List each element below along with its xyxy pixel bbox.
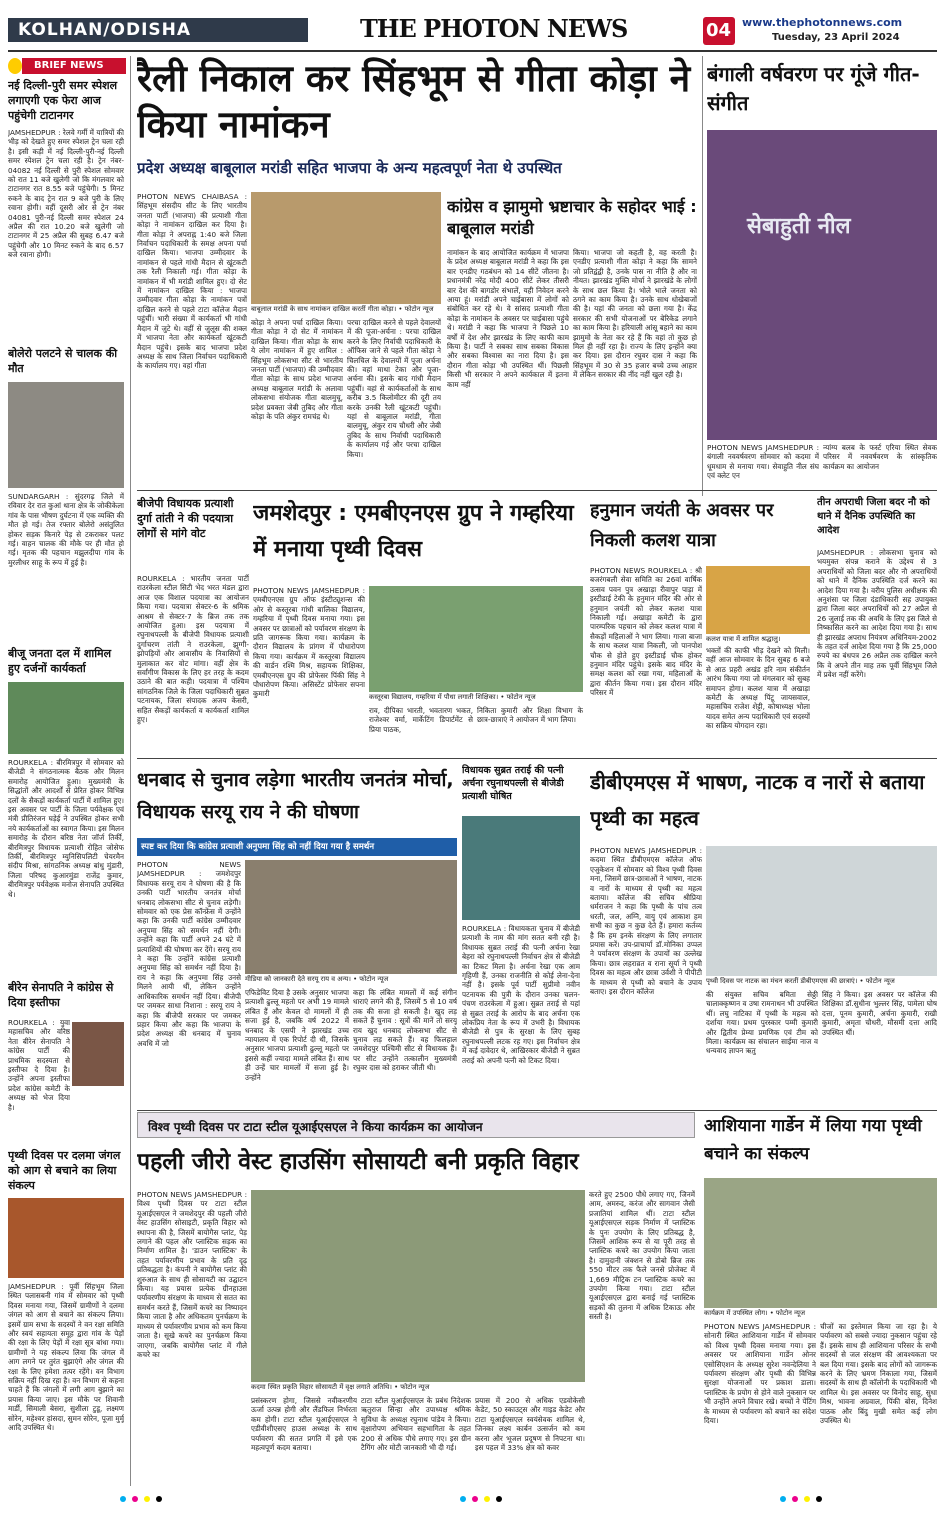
congress-col-2: किया। भाजपा जो कहती है, वह करती है। एनडीए प्रत्याशी गीता कोड़ा ने कहा कि सामने जो प्रतिद्वंद्वी है, उनके पास ना नीति है और ना नीयत। झारखंड मुक्ति मोर्चा ने झारखंडे के लोगों के साथ छल किया है। भोले भाले जनता को ठगने का काम किया है। उनके साथ धोखेबाजों की है। यहां की जनता को छला गया है। केंद्र सरकार की सभी योजनाओं पर बेरिकेड लगाने का काम किया है। हरियाली आंसू बहाने का काम झामुमो के नेता कर रहे हैं कि वहां तो कुछ हो मिल ही नहीं रहा है। राज्य के लिए इन्होंने क्या कर दिया। इस दौरान रघुवर दास ने कहा कि सिंहभूम में 30 से 35 हजार बच्चे उच्च आहार में लेकिन सरकार की नींद नहीं खुल रही है। [573,248,697,380]
row-rule-3 [137,1110,937,1111]
dbms-col-3: सिंह ने किया। इस अवसर पर कॉलेज की शिक्षिका डॉ.सुधीना भुल्लर सिंह, पामेला घोष दत्ता, पूनम कुमारी, अर्चना कुमारी, राखी कुमारी, अमृता चौधरी, मौसमी दत्ता आदि उपस्थित थीं। [822,990,937,1037]
lead-headline: रैली निकाल कर सिंहभूम से गीता कोड़ा ने किया नामांकन [137,57,691,146]
row-rule-1 [137,490,937,491]
bengali-col-1: PHOTON NEWS JAMSHEDPUR : बंगाली नववर्षवरण सोमवार को कदमा में धूमधाम से मनाया गया। सेवाहुति नील संघ एवं क्लेट एन [707,443,819,481]
masthead-rule [8,50,937,52]
mba-col-2: राव, दीपिका भारती, भवतारण भकत, राजेश्वर वर्मा, मार्केटिंग डिपार्टमेंट से प्रिया पाठक, [369,706,473,734]
brief-column [8,56,126,1484]
lead-photo-caption: बाबूलाल मरांडी के साथ नामांकन दाखिल करतीं गीता कोड़ा। • फोटोन न्यूज [251,305,434,313]
tata-headline: पहली जीरो वेस्ट हाउसिंग सोसायटी बनी प्रकृति विहार [137,1149,579,1175]
three-body: JAMSHEDPUR : लोकसभा चुनाव को भयमुक्त संपन्न कराने के उद्देश्य से 3 अपराधियों को जिला बदर और नौ अपराधियों को थाने में दैनिक उपस्थिति दर्ज करने का आदेश दिया गया है। वरीय पुलिस अधीक्षक की अनुशंसा पर जिला दंडाधिकारी सह उपायुक्त द्वारा जिला बदर अपराधियों को 27 अप्रैल से 26 जुलाई तक की अवधि के लिए इस जिले से निष्कासित करने का आदेश दिया गया है। साथ ही झारखंड अपराध नियंत्रण अधिनियम-2002 के तहत दर्ज आदेश दिया गया है कि 25,000 रुपये का बंधपत्र 26 अप्रैल तक दाखिल करने कि वे अपने तीन माह तक पूर्वी सिंहभूम जिले में प्रवेश नहीं करेंगे। [817,548,937,680]
hanuman-photo [706,566,810,634]
col-divider-right [702,56,703,496]
row-rule-2 [137,758,937,759]
dbms-headline: डीबीएमएस में भाषण, नाटक व नारों से बताया पृथ्वी का महत्व [590,770,925,830]
brief-label: BRIEF NEWS [34,60,104,71]
ashiana-photo [704,1178,937,1308]
tata-photo [251,1190,585,1382]
tata-col-5: करते हुए 2500 पौधे लगाए गए, जिनमें आम, अमरुद, करंज और सागवान जैसी प्रजातियां शामिल थीं। टाटा स्टील यूआईएसएल सड़क निर्माण में प्लास्टिक के पुनः उपयोग के लिए प्रतिबद्ध है, जिसमें आशिक रूप से या पूरी तरह से प्लास्टिक कचरे का उपयोग किया जाता है। दामुदानी जंक्शन से डोबो ब्रिज तक 550 मीटर तक फैले जनसे प्रोजेक्ट में 1,669 मीट्रिक टन प्लास्टिक कचरे का उपयोग किया गया। टाटा स्टील यूआईएसएल द्वारा बनाई गई प्लास्टिक सड़कों की तुलना में अधिक टिकाऊ और सस्ती है। [589,1190,695,1322]
brief-2-body: SUNDARGARH : सुंदरगढ़ जिले में रविवार देर रात कुआं थाना क्षेत्र के जोकीकेला गांव के पास भीषण दुर्घटना में एक व्यक्ति की मौत हो गई। तेज रफ्तार बोलेरो असंतुलित होकर सड़क किनारे पेड़ से टकराकर पलट गई। वाहन चालक की मौके पर ही मौत हो गई। मृतक की पहचान मझुलदीपा गांव के मुरलीधर साहू के रूप में हुई है। [8,492,124,567]
subrata-headline: विधायक सुब्रत तराई की पत्नी अर्चना रघुनाथपल्ली से बीजेडी प्रत्याशी घोषित [462,765,564,802]
tata-col-3: टाटा स्टील यूआईएसएल के प्रबंध निदेशक ऋतुराज सिन्हा और उपाध्यक्ष श्रमिक सुविधा के अध्यक्ष रघुनाथ पांडेय ने किया। वृक्षारोपण अभियान सहभागिता के तहत 200 से अधिक पौधे लगाए गए। इस ग्रीन टैगिंग और मोटी जानकारी भी दी गई। [361,1396,471,1453]
ashiana-col-1: PHOTON NEWS JAMSHEDPUR : सोनारी स्थित आशियाना गार्डेन में सोमवार को विश्व पृथ्वी दिवस मनाया गया। इस अवसर पर आशियाना गार्डेन ओनर एसोसिएशन के अध्यक्ष सुरेश नवन्देलिया ने पर्यावरण संरक्षण और पृथ्वी की विभिन्न सुरक्षा योजनाओं पर प्रकाश डाला। प्लास्टिक के प्रयोग से होने वाले नुकसान पर भी उन्होंने अपने विचार रखे। बच्चों ने पेंटिंग के माध्यम से पर्यावरण को बचाने का संदेश दिया। [704,1322,816,1426]
bengali-headline: बंगाली वर्षवरण पर गूंजे गीत-संगीत [707,62,920,115]
dhanbad-photo [245,860,457,974]
dhanbad-photo-caption: मीडिया को जानकारी देते सरयू राय व अन्य। • फोटोन न्यूज [245,975,389,983]
page-number: 04 [706,20,732,41]
lead-col-1: PHOTON NEWS CHAIBASA : सिंहभूम संसदीय सीट के लिए भारतीय जनता पार्टी (भाजपा) की प्रत्याशी गीता कोड़ा ने नामांकन दाखिल कर दिया है। गीता कोड़ा ने अपराह्न 1:40 बजे जिला निर्वाचन पदाधिकारी के समक्ष अपना पर्चा दाखिल किया। भाजपा उम्मीदवार के नामांकन से पहले गांधी मैदान से खूंटकटी तक रैली निकाली गई। गीता कोड़ा के नामांकन में भी मरांडी शामिल हुए। दो सेट में नामांकन दाखिल किया : भाजपा उम्मीदवार गीता कोड़ा के नामांकन पत्रों दाखिल करने से पहले टाटा कॉलेज मैदान पहुंचीं। भारी संख्या में कार्यकर्ता भी गांधी मैदान में जुटे थे। वहीं से जुलूस की शक्ल में भाजपा नेता और कार्यकर्ता खूंटकटी मैदान पहुंचे। इसके बाद भाजपा प्रदेश अध्यक्ष के साथ जिला निर्वाचन पदाधिकारी के कार्यालय गए। वहां गीता [137,192,247,371]
bengali-photo [707,130,937,440]
subrata-body: ROURKELA : विधायकता चुनाव में बीजेडी प्रत्याशी के नाम की मांग सतत बनी रही है। विधायक सुब्रत तराई की पत्नी अर्चना रेखा बेहरा को रघुनाथपल्ली निर्वाचन क्षेत्र से बीजेडी का टिकट मिला है। अर्चना रेखा एक आम गृहिणी हैं, उनका राजनीति से कोई लेना-देना नहीं है। इसके पूर्व पार्टी सुप्रीमो नवीन पटनायक की पुत्री के दौरान उनका चलन-पंचण राउरकेला में हुआ। सुब्रत तराई से यहां से सुब्रत तराई के आरोप के बाद अर्चना एक लोकप्रिय नेता के रूप में उभरी है। विधायक बीजेडी से पुत्र के सुरक्षा के लिए सुबह रघुनाथपल्ली लटक रह गए। इस निर्वाचन क्षेत्र में कई दावेदार थे, आखिरकार बीजेडी ने सुब्रत तराई को अपनी पत्नी को टिकट दिया। [462,924,580,1065]
brief-4-title: बीरेन सेनापति ने कांग्रेस से दिया इस्तीफा [8,981,114,1009]
mba-photo [369,586,583,692]
mba-col-3: निकिता कुमारी और शिक्षा विभाग के छात्र-छात्राएं ने आयोजन में भाग लिया। [477,706,583,725]
hanuman-body: PHOTON NEWS ROURKELA : श्री बजरंगबली सेवा समिति का 26वां वार्षिक उत्सव पवन पुत्र अखाड़ा रीवापुर पाड़ा में इस्टीडाई टेकी के हनुमान मंदिर की ओर से हनुमान जयंती को लेकर कलश यात्रा निकाली गई। अखाड़ा कमेटी के द्वारा पारम्परिक पहचान को लेकर कलश यात्रा में सैकड़ों महिलाओं ने भाग लिया। गाजा बाजा के साथ कलश यात्रा निकली, जो पानपोश चौक से होते हुए इस्टीडाई चौक होकर हनुमान मंदिर पहुंचे। इसके बाद मंदिर के समक्ष कलश को रखा गया, महिलाओं के द्वारा कीर्तन किया गया। इस दौरान मंदिर परिसर में [590,566,702,698]
mba-photo-caption: कस्तूरबा विद्यालय, गम्हरिया में पौधा लगाती शिक्षिका। • फोटोन न्यूज [369,693,536,701]
brief-3-title: बीजू जनता दल में शामिल हुए दर्जनों कार्यकर्ता [8,647,112,675]
brief-5-photo [8,1198,124,1278]
brief-label-box [22,58,126,74]
dbms-photo [706,846,937,976]
brief-3-photo [8,682,124,754]
masthead [0,0,945,52]
bjp-durga-headline: बीजेपी विधायक प्रत्याशी दुर्गा तांती ने की पदयात्रा लोगों से मांगे वोट [137,497,234,540]
dhanbad-col-1: PHOTON NEWS JAMSHEDPUR : जमशेदपुर विधायक सरयू राय ने घोषणा की है कि उनकी पार्टी भारतीय जनतंत्र मोर्चा धनबाद लोकसभा सीट से चुनाव लड़ेगी। सोमवार को एक प्रेस कॉन्फ्रेंस में उन्होंने कहा कि उनकी पार्टी कांग्रेस उम्मीदवार अनुपमा सिंह को समर्थन नहीं देगी। उन्होंने कहा कि पार्टी अपने 24 घंटे में प्रत्याशियों की घोषणा कर देंगे। सरयू राय ने कहा कि उन्होंने कांग्रेस प्रत्याशी अनुपमा सिंह को समर्थन नहीं दिया है। राय ने कहा कि अनुपमा सिंह उनसे मिलने आयी थीं, लेकिन उन्होंने आधिकारिक समर्थन नहीं दिया। बीजेपी पर जमकर साधा निशाना : सरयू राय ने कहा कि बीजेपी सरकार पर जमकर प्रहार किया और कहा कि भाजपा के प्रदेश अध्यक्ष की धनबाद में चुनाव अवधि में जो [137,860,241,1048]
dbms-photo-caption: पृथ्वी दिवस पर नाटक का मंचन करतीं डीबीएमएस की छात्राएं। • फोटोन न्यूज [706,977,895,985]
congress-col-1: नामांकन के बाद आयोजित कार्यक्रम में भाजपा के प्रदेश अध्यक्ष बाबूलाल मरांडी ने कहा कि इस बार एनडीए गठबंधन को 14 सीटें जीतना है। प्रधानमंत्री नरेंद्र मोदी 400 सीटें लेकर तीसरी बार देश की बागडोर संभालें, यही निवेदन करने आया हूं। मरांडी अपने चाईबासा में लोगों को संबोधित कर रहे थे। वे सांसद प्रत्याशी गीता कोड़ा के नामांकन के अवसर पर चाईबासा पहुंचे थे। मरांडी ने कहा कि भाजपा ने पिछले 10 वर्षों में देश और झारखंड के लिए काफी काम किया है। पार्टी ने सबका साथ सबका विकास और सबका विश्वास का नारा दिया है। इस दौरान गीता कोड़ा भी उपस्थित थीं। पिछली किसी भी सरकार ने अपने कार्यकाल में इतना काम नहीं [447,248,569,389]
brief-5-title: पृथ्वी दिवस पर दलमा जंगल को आग से बचाने का लिया संकल्प [8,1149,121,1192]
brief-4-body: ROURKELA : युवा महासचिव और वरिष्ठ नेता बीरेन सेनापति ने कांग्रेस पार्टी की प्राथमिक सदस्यता से इस्तीफा दे दिया है। उन्होंने अपना इस्तीफा प्रदेश कांग्रेस कमेटी के अध्यक्ष को भेज दिया है। [8,1018,70,1112]
subrata-photo [462,816,580,920]
tata-col-1: PHOTON NEWS JAMSHEDPUR : विश्व पृथ्वी दिवस पर टाटा स्टील यूआईएसएल ने जमशेदपुर की पहली जीरो वेस्ट हाउसिंग सोसाइटी, प्रकृति विहार को स्थापना की है, जिसमें बायोगैस प्लांट, पेड़ लगाने की पहल और प्लास्टिक सड़क का निर्माण शामिल है। 'डाउन प्लास्टिक' के तहत पर्यावरणीय प्रभाव के प्रति दृढ़ प्रतिबद्धता है। कंपनी ने बायोगैस प्लांट की शुरुआत के साथ ही सोसायटी का उद्घाटन किया। यह प्रयास प्रत्येक ग्रीनहाउस पर्यावरणीय संरक्षण के माध्यम से सतत का समर्थन करते हैं, जिसमें कचरे का निष्पादन किया जाता है और अधिकतम पुनर्चक्रण के माध्यम से पर्यावरणीय प्रभाव को कम किया जाता है। सूखे कचरे का पुनर्चक्रण किया जाएगा, जबकि बायोगैस प्लांट में गीले कचरे का [137,1190,247,1359]
hanuman-headline: हनुमान जयंती के अवसर पर निकली कलश यात्रा [590,500,774,551]
ashiana-headline: आशियाना गार्डेन में लिया गया पृथ्वी बचाने का संकल्प [704,1116,922,1164]
birsen-photo [72,1022,124,1086]
issue-date: Tuesday, 23 April 2024 [772,32,900,43]
lead-col-3: परचा दाखिल करने से पहले देवालयों में की पूजा-अर्चना : परचा दाखिल करने के लिए निर्वाची पदाधिकारी के ऑफिस जाने से पहले गीता कोड़ा ने चिलचिल के देवालयों में पूजा अर्चना की। वहां माथा टेका और पूजा-अर्चना की। इसके बाद गांधी मैदान पहुंचीं। वहां से कार्यकर्ताओं के साथ करीब 3.5 किलोमीटर की दूरी तय करके उनकी रैली खूंटकटी पहुंची। यहां से बाबूलाल मरांडी, गीता बालमुचू, अंकुर राय चौधरी और जेबी तुबिद के साथ निर्वाची पदाधिकारी के कार्यालय गई और परचा दाखिल किया। [347,318,441,459]
brief-5-body: JAMSHEDPUR : पूर्वी सिंहभूम जिला स्थित पलासबनी गांव में सोमवार को पृथ्वी दिवस मनाया गया, जिसमें ग्रामीणों ने दलमा जंगल को आग से बचाने का संकल्प लिया। इसमें ग्राम सभा के सदस्यों ने वन रक्षा समिति और स्वयं सहायता समूह द्वारा गांव के पेड़ों की रक्षा के लिए पेड़ों में रक्षा सूत्र बांधा गया। ग्रामीणों ने यह संकल्प लिया कि जंगल में आग लगने पर तुरंत बुझाएंगे और जंगल की रक्षा के लिए हमेशा तत्पर रहेंगे। वन विभाग सक्रिय नहीं दिख रहा है। वन विभाग से कहना चाहते हैं कि जंगलों में लगी आग बुझाने का प्रयास किया जाए। इस मौके पर शिवानी मार्डी, सिमाली बेसरा, सुशीला टुडू, लक्ष्मण सोरेन, महेश्वर हांसदा, सुमन सोरेन, पूजा मुर्मू आदि उपस्थित थे। [8,1282,124,1433]
logo-text: THE PHOTON NEWS [360,14,628,43]
tata-photo-caption: कदमा स्थित प्रकृति विहार सोसायटी में वृक्ष लगाते अतिथि। • फोटोन न्यूज [251,1383,430,1391]
page-number-badge [703,17,735,45]
hanuman-col-2: भक्तों की काफी भीड़ देखने को मिली। वहीं आज सोमवार के दिन सुबह 6 बजे से आठ प्रहरी अखंड हरि नाम संकीर्तन आरंभ किया गया जो मंगलवार को सुबह समापन होगा। कलश यात्रा में अखाड़ा कमेटी के अध्यक्ष पिंटू जायसवाल, महासचिव राजेश शेट्टी, कोषाध्यक्ष भोला यादव समेत अन्य पदाधिकारी एवं सदस्यों का सक्रिय योगदान रहा। [706,646,810,731]
brief-1-body: JAMSHEDPUR : रेलवे गर्मी में यात्रियों की भीड़ को देखते हुए समर स्पेशल ट्रेन चला रही है। इसी कड़ी में नई दिल्ली-पुरी-नई दिल्ली समर स्पेशल ट्रेन चला रही है। ट्रेन नंबर- 04082 नई दिल्ली से पुरी स्पेशल सोमवार को रात 11 बजे खुलेगी जो कि मंगलवार को टाटानगर रात 8.55 बजे पहुंचेगी। 5 मिनट रुकने के बाद ट्रेन रात 9 बजे पुरी के लिए रवाना होगी। वहीं दूसरी ओर से ट्रेन नंबर 04081 पुरी-नई दिल्ली समर स्पेशल 24 अप्रैल की रात 10.20 बजे खुलेगी जो टाटानगर में 25 अप्रैल की सुबह 6.47 बजे पहुंचेगी और 10 मिनट रुकने के बाद 6.57 बजे रवाना होगी। [8,128,124,260]
tata-col-4: प्रयास में 200 से अधिक एडवोकेसी केडेट, 50 स्काउट्स और गाइड केडेट और टाटा यूआईएसएल स्वयंसेवक शामिल थे, जिनका लक्ष्य कार्बन उत्सर्जन को कम करना और भूजल प्रदूषण से निपटना था। इस पहल में 33% क्षेत्र को कवर [475,1396,585,1453]
section-tab [8,18,308,42]
lead-photo [251,192,441,304]
dbms-col-1: PHOTON NEWS JAMSHEDPUR : कदमा स्थित डीबीएमएस कॉलेज ऑफ एजुकेशन में सोमवार को विश्व पृथ्वी दिवस मना, जिसमें छात्र-छात्राओं ने भाषण, नाटक व नारों के माध्यम से पृथ्वी का महत्व बताया। कॉलेज की सचिव श्रीप्रिया धर्मराजन ने कहा कि पृथ्वी के पांच तत्व धरती, जल, अग्नि, वायु एवं आकाश हम सभी का कुछ न कुछ देते हैं। हमारा कर्तव्य है कि हम इनके संरक्षण के लिए लगातार प्रयास करें। उप-प्राचार्या डॉ.मोनिका उप्पल ने पर्यावरण संरक्षण के उपायों का उल्लेख किया। छात्र लहराव्रत व राना सूर्या ने पृथ्वी दिवस का महत्व और छात्रा उर्वशी ने पीपीटी के माध्यम से पृथ्वी को बचाने के उपाय बताए। इस दौरान कॉलेज [590,846,702,997]
dhanbad-subbanner [137,838,457,856]
three-headline: तीन अपराधी जिला बदर नौ को थाने में दैनिक उपस्थिति का आदेश [817,497,930,536]
ashiana-col-2: चीजों का इस्तेमाल किया जा रहा है। ये पर्यावरण को सबसे ज्यादा नुकसान पहुंचा रहे हैं। इसके साथ ही आशियाना परिसर के सभी सदस्यों से जल संरक्षण की आवश्यकता पर बल दिया गया। इसके बाद लोगों को जागरूक करने के लिए भ्रमण निकाला गया, जिसमें सदस्यों के साथ ही कॉलोनी के पदाधिकारी भी शामिल थे। इस अवसर पर विनोद साहू, सुधा मिश्र, भावना अग्रवाल, पिंकी बोस, दिनेश पाठक और बिंदु मुखी समेत कई लोग उपस्थित थे। [820,1322,937,1426]
tata-banner-text: विश्व पृथ्वी दिवस पर टाटा स्टील यूआईएसएल ने किया कार्यक्रम का आयोजन [148,1120,483,1134]
brief-3-body: ROURKELA : बीरमित्रपुर में सोमवार को बीजेडी ने संगठनात्मक बैठक और मिलन समारोह आयोजित हुआ। मुख्यमंत्री के सिद्धांतों और आदर्शों से प्रेरित होकर विभिन्न दलों के सैकड़ों कार्यकर्ता पार्टी में शामिल हुए। इस अवसर पर पार्टी के जिला पर्यवेक्षक एवं मंत्री प्रीतिरंजन घड़ेई ने उपस्थित होकर सभी नये कार्यकर्ताओं का स्वागत किया। इस मिलन समारोह के दौरान बरिष्ठ नेता जॉर्ज तिर्की, बीरमित्रपुर विधायक प्रत्याशी रोहित जोसेफ तिर्की, बीरमित्रपुर म्युनिसिपलिटी चेयरमैन संदीप मिश्रा, सांगठनिक अध्यक्ष बांधु मुंडारी, जिला परिषद कुआरमुंडा राजेंद्र कुमार, बीरमित्रपुर पर्यवेक्षक मनोज सेनापति उपस्थित थे। [8,758,124,899]
hanuman-photo-caption: कलश यात्रा में शामिल श्रद्धालु। [706,635,781,643]
dhanbad-col-3: कहा कि लंबित मामलों में कई संगीन धाराएं लगने की हैं, जिसमें 5 से 10 वर्ष तक की सजा हो सकती है। खुद लड़ सकते हैं चुनाव : सूत्रों की मानें तो सरयू राय खुद धनबाद लोकसभा सीट से चुनाव लड़ सकते हैं। वह फिलहाल जमशेदपुर पश्चिमी सीट से विधायक हैं। पर सीट उन्होंने तत्कालीन मुख्यमंत्री रघुवर दास को हराकर जीती थी। [353,988,457,1073]
dbms-col-2: की संयुक्त सचिव बमिता सेठ्ठी चालाक्कृष्णन व उषा रामनाथन भी उपस्थित थीं। लघु नाटिका में पृथ्वी के महत्व को दर्शाया गया। प्रथम पुरस्कार पम्मी कुमारी और द्वितीय प्रेम्या प्रमणिक एवं टीम को मिला। कार्यक्रम का संचालन साईमा नाज व धन्यवाद ज्ञापन ऋतु [706,990,818,1056]
section-name: KOLHAN/ODISHA [18,20,192,40]
mba-col-1: PHOTON NEWS JAMSHEDPUR : एमबीएनएस ग्रुप ऑफ इंस्टीट्यूशन्स की ओर से कस्तूरबा गांधी बालिका विद्यालय, गम्हरिया में पृथ्वी दिवस मनाया गया। इस अवसर पर छात्राओं को पर्यावरण संरक्षण के प्रति जागरूक किया गया। कार्यक्रम के दौरान विद्यालय के प्रांगण में पौधारोपण किया गया। कार्यक्रम में कस्तूरबा विद्यालय की वार्डन रश्मि मिश्र, सहायक शिक्षिका, एमबीएनएस ग्रुप की प्रोफेसर पिंकी सिंह ने पौधारोपण किया। असिस्टेंट प्रोफेसर सपना कुमारी [253,586,365,699]
site-url[interactable]: www.thephotonnews.com [742,16,903,29]
brief-2-title: बोलेरो पलटने से चालक की मौत [8,347,118,375]
dhanbad-col-2: एफिडेविट दिया है उसके अनुसार भाजपा प्रत्याशी ढुल्लू महतो पर अभी 19 मामले लंबित हैं और केवल दो मामलों में ही सजा हुई है, जबकि वर्ष 2022 में धनबाद के एसपी ने झारखंड उच्च न्यायालय में एक रिपोर्ट दी थी, जिसके अनुसार भाजपा प्रत्याशी ढुल्लू महतो पर इससे कहीं ज्यादा मामले लंबित हैं। साथ ही उन्हें चार मामलों में सजा हुई है। उन्होंने [245,988,349,1082]
congress-headline: कांग्रेस व झामुमो भ्रष्टाचार के सहोदर भाई : बाबूलाल मरांडी [447,197,697,238]
mba-headline: जमशेदपुर : एमबीएनएस ग्रुप ने गम्हरिया में मनाया पृथ्वी दिवस [253,501,574,562]
bengali-banner-text: सेबाहुती नील [747,214,851,239]
brief-icon [8,58,22,74]
ashiana-photo-caption: कार्यक्रम में उपस्थित लोग। • फोटोन न्यूज [704,1309,806,1317]
logo [360,12,628,46]
bjp-durga-body: ROURKELA : भारतीय जनता पार्टी राउरकेला स्टील सिटी भेद भरत मंडल द्वारा आज एक विशाल पदयात्रा का आयोजन किया गया। पदयात्रा सेक्टर-6 के श्रमिक आश्रम से सेक्टर-7 के ब्रिज तक तक आयोजित हुआ। इस पदयात्रा में रघुनाथपल्ली के बीजेपी विधायक प्रत्याशी दुर्गाचरण तांती ने राउरकेला, झुग्गी-झोपड़ियों और आवासीय के निवासियों से मुलाकात कर वोट मांगा। वहीं क्षेत्र के सर्वांगीण विकास के लिए हर तरह के कदम उठाने की बात कही। पदयात्रा में पश्चिम सांगठनिक जिले के जिला पदाधिकारी सुब्रत पटनायक, जिला संपादक अजय केसरी, सहित सैकड़ों कार्यकर्ता व कार्यकर्ता शामिल हुए। [137,574,249,725]
dhanbad-subbanner-text: स्पष्ट कर दिया कि कांग्रेस प्रत्याशी अनुपमा सिंह को नहीं दिया गया है समर्थन [141,842,375,852]
dhanbad-headline: धनबाद से चुनाव लड़ेगा भारतीय जनतंत्र मोर्चा, विधायक सरयू राय ने की घोषणा [137,769,454,823]
brief-divider [130,56,131,1486]
brief-2-photo [8,382,124,488]
bengali-col-2: न्यांग्य बलब के फर्स्ट एरिया स्थित सेवक परिसर में नववर्षवरण के सांस्कृतिक कार्यक्रम का आयोजन [823,443,937,471]
tata-col-2: प्रसंस्करण होगा, जिससे नवीकरणीय ऊर्जा उत्पन्न होगी और लैंडफिल निर्भरता कम होगी। टाटा स्टील यूआईएसएल ने एडीवीशीएसए हाउस अध्यक्ष के साथ पर्यावरण की सतत प्रगति में इसे एक महत्वपूर्ण कदम बताया। [251,1396,357,1453]
tata-banner [137,1112,695,1138]
lead-subhead: प्रदेश अध्यक्ष बाबूलाल मरांडी सहित भाजपा के अन्य महत्वपूर्ण नेता थे उपस्थित [137,159,562,177]
registration-marks [0,1492,945,1512]
lead-col-2: कोड़ा ने अपना पर्चा दाखिल किया। गीता कोड़ा ने दो सेट में नामांकन दाखिल किया। गीता कोड़ा के साथ ये लोग नामांकन में हुए शामिल : सिंहभूम लोकसभा सीट से भारतीय जनता पार्टी (भाजपा) की उम्मीदवार गीता कोड़ा के साथ प्रदेश भाजपा अध्यक्ष बाबूलाल मरांडी के अलावा लोकसभा संयोजक गीता बालमुचू, प्रदेश प्रवक्ता जेबी तुबिद और गीता कोड़ा के पति अंकुर रामचंद्र थे। [251,318,343,422]
brief-1-title: नई दिल्ली-पुरी समर स्पेशल लगाएगी एक फेरा आज पहुंचेगी टाटानगर [8,79,118,122]
